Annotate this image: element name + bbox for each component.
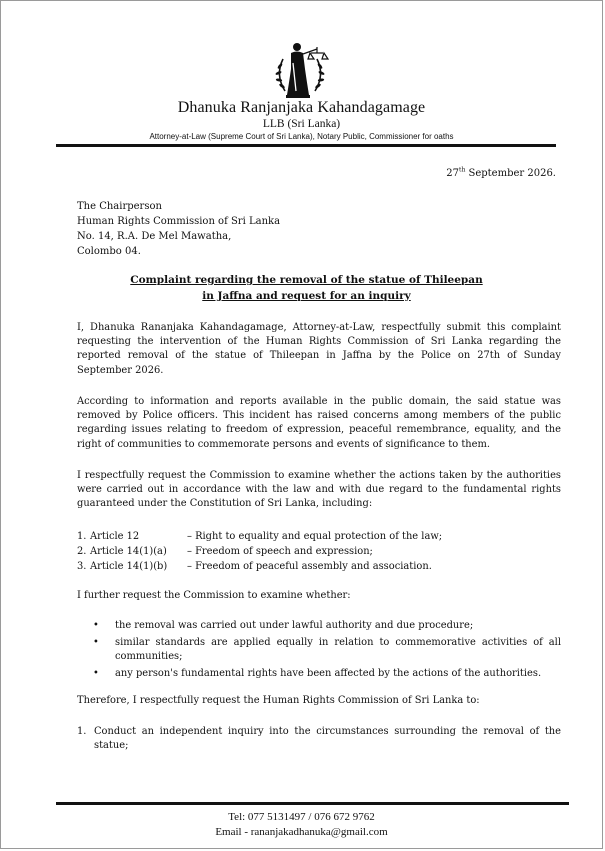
article-desc: – Freedom of peaceful assembly and association. bbox=[187, 561, 432, 572]
article-ref: Article 14(1)(a) bbox=[90, 546, 167, 557]
requests-list bbox=[77, 725, 561, 753]
article-item bbox=[77, 545, 561, 560]
bullet-item: • the removal was carried out under lawful authority and due procedure; bbox=[77, 619, 561, 633]
recipient-line: No. 14, R.A. De Mel Mawatha, bbox=[77, 231, 232, 242]
paragraph-therefore bbox=[77, 694, 561, 708]
paragraph-text: I further request the Commission to examine whether: bbox=[77, 590, 351, 601]
paragraph-request bbox=[77, 469, 561, 512]
request-number: 1. bbox=[77, 726, 87, 737]
date-suffix: th bbox=[459, 166, 466, 174]
bullet-item: • any person's fundamental rights have been affected by the actions of the authorities. bbox=[77, 667, 561, 681]
articles-list bbox=[77, 530, 561, 575]
footer-email: Email - rananjakadhanuka@gmail.com bbox=[215, 826, 388, 838]
recipient-address bbox=[77, 199, 280, 259]
footer-phone: Tel: 077 5131497 / 076 672 9762 bbox=[228, 811, 375, 823]
request-text: Conduct an independent inquiry into the circumstances surrounding the removal of the statue; bbox=[94, 726, 561, 752]
article-ref: Article 12 bbox=[90, 531, 140, 542]
date-rest: September 2026. bbox=[465, 168, 556, 179]
article-item bbox=[77, 530, 561, 545]
lawyer-name: Dhanuka Ranjanjaka Kahandagamage bbox=[177, 99, 426, 116]
article-number: 1. bbox=[77, 531, 87, 542]
letter-subject bbox=[61, 272, 552, 304]
paragraph-text: I respectfully request the Commission to examine whether the actions taken by the authorities were carried out in accordance with the law and with due regard to the fundamental rights guaranteed under the Constitution of Sri Lanka, including: bbox=[77, 470, 561, 510]
date-day: 27 bbox=[446, 168, 460, 179]
subject-line: in Jaffna and request for an inquiry bbox=[202, 290, 411, 302]
paragraph-text: According to information and reports available in the public domain, the said statue was removed by Police officers. This incident has raised concerns among members of the public regarding issues relating to freedom of expression, peaceful remembrance, equality, and the right of communities to commemorate persons and events of significance to them. bbox=[77, 396, 561, 450]
header-divider bbox=[56, 144, 556, 147]
bullet-item: • similar standards are applied equally in relation to commemorative activities of all communities; bbox=[77, 636, 561, 664]
paragraph-intro bbox=[77, 321, 561, 378]
paragraph-examine bbox=[77, 589, 561, 603]
lawyer-roles: Attorney-at-Law (Supreme Court of Sri Lanka), Notary Public, Commissioner for oaths bbox=[149, 132, 454, 141]
article-ref: Article 14(1)(b) bbox=[90, 561, 168, 572]
recipient-line: Colombo 04. bbox=[77, 246, 141, 257]
lawyer-degree: LLB (Sri Lanka) bbox=[262, 118, 341, 130]
footer-divider bbox=[56, 802, 569, 805]
recipient-line: The Chairperson bbox=[77, 201, 162, 212]
article-item bbox=[77, 560, 561, 575]
article-desc: – Freedom of speech and expression; bbox=[187, 546, 373, 557]
examine-bullets bbox=[77, 619, 561, 683]
paragraph-text: I, Dhanuka Rananjaka Kahandagamage, Attorney-at-Law, respectfully submit this complaint requesting the intervention of the Human Rights Commission of Sri Lanka regarding the reported removal of the statue of Thileepan in Jaffna by the Police on 27th of Sunday September 2026. bbox=[77, 322, 561, 376]
article-number: 3. bbox=[77, 561, 87, 572]
article-desc: – Right to equality and equal protection of the law; bbox=[187, 531, 443, 542]
recipient-line: Human Rights Commission of Sri Lanka bbox=[77, 216, 281, 227]
subject-line: Complaint regarding the removal of the statue of Thileepan bbox=[130, 274, 483, 286]
lady-justice-emblem-icon bbox=[269, 39, 331, 101]
paragraph-text: Therefore, I respectfully request the Human Rights Commission of Sri Lanka to: bbox=[77, 695, 480, 706]
paragraph-background bbox=[77, 395, 561, 452]
letter-date bbox=[446, 168, 556, 179]
request-item bbox=[77, 725, 561, 753]
article-number: 2. bbox=[77, 546, 87, 557]
